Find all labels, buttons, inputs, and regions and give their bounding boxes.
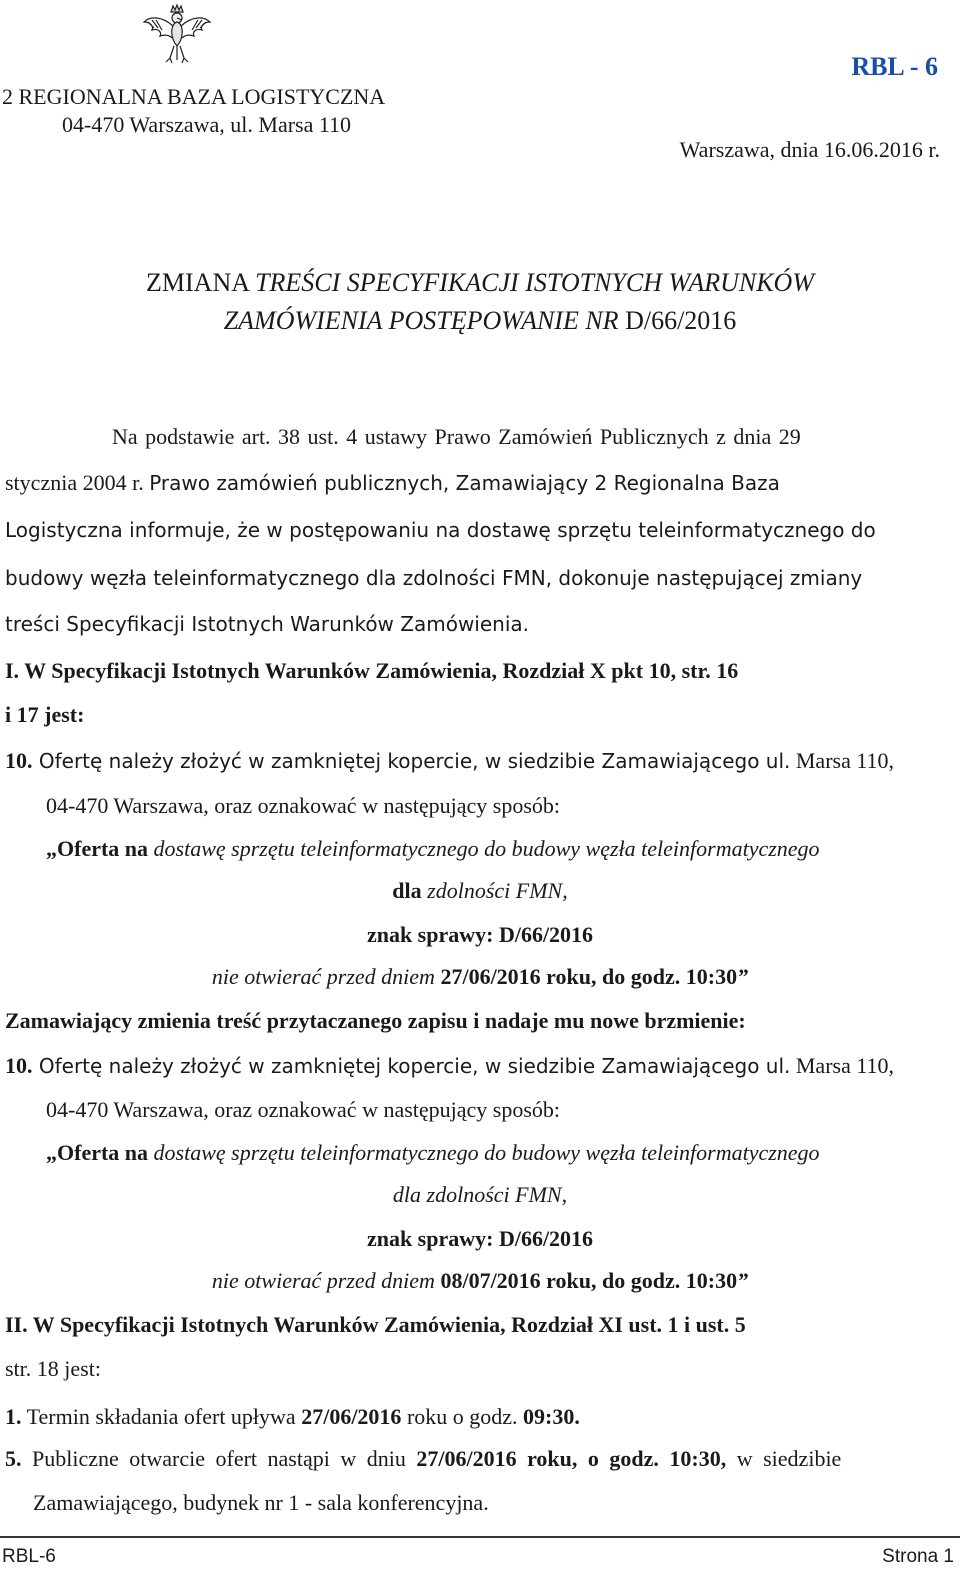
old-deadline: nie otwierać przed dniem 27/06/2016 roku, do godz. 10:30” bbox=[211, 964, 749, 989]
section-2-heading: II. W Specyfikacji Istotnych Warunków Zamówienia, Rozdział XI ust. 1 i ust. 5 bbox=[5, 1312, 746, 1337]
new-capability: dla zdolności FMN, bbox=[392, 1182, 568, 1207]
intro-line-3: Logistyczna informuje, że w postępowaniu na dostawę sprzętu teleinformatycznego do bbox=[5, 518, 876, 542]
footer-divider bbox=[0, 1536, 960, 1538]
polish-eagle-emblem-icon bbox=[140, 2, 214, 66]
old-item-10-line1: 10. Ofertę należy złożyć w zamkniętej kopercie, w siedzibie Zamawiającego ul. Marsa 110, bbox=[5, 748, 895, 773]
old-offer-label: „Oferta na dostawę sprzętu teleinformatycznego do budowy węzła teleinformatycznego bbox=[46, 836, 820, 861]
intro-line-2: stycznia 2004 r. Prawo zamówień publicznych, Zamawiający 2 Regionalna Baza bbox=[5, 470, 780, 495]
new-offer-label: „Oferta na dostawę sprzętu teleinformatycznego do budowy węzła teleinformatycznego bbox=[46, 1140, 820, 1165]
org-name: 2 REGIONALNA BAZA LOGISTYCZNA bbox=[2, 84, 386, 109]
new-item-10-line2: 04-470 Warszawa, oraz oznakować w następujący sposób: bbox=[46, 1097, 561, 1122]
document-code: RBL - 6 bbox=[851, 52, 938, 81]
change-heading: Zamawiający zmienia treść przytaczanego zapisu i nadaje mu nowe brzmienie: bbox=[5, 1008, 746, 1033]
section-2-item-1: 1. Termin składania ofert upływa 27/06/2016 roku o godz. 09:30. bbox=[5, 1404, 580, 1429]
document-title-line1: ZMIANA TREŚCI SPECYFIKACJI ISTOTNYCH WARUNKÓW bbox=[146, 268, 814, 297]
document-title-line2: ZAMÓWIENIA POSTĘPOWANIE NR D/66/2016 bbox=[223, 306, 737, 335]
section-2-heading-cont: str. 18 jest: bbox=[5, 1356, 101, 1381]
old-item-10-line2: 04-470 Warszawa, oraz oznakować w następujący sposób: bbox=[46, 793, 561, 818]
old-capability: dla zdolności FMN, bbox=[392, 878, 568, 903]
section-2-item-5: 5. Publiczne otwarcie ofert nastąpi w dniu 27/06/2016 roku, o godz. 10:30, w siedzibie bbox=[5, 1446, 842, 1471]
intro-line-5: treści Specyfikacji Istotnych Warunków Zamówienia. bbox=[5, 612, 530, 636]
footer-page-number: Strona 1 bbox=[882, 1546, 954, 1567]
intro-line-4: budowy węzła teleinformatycznego dla zdolności FMN, dokonuje następującej zmiany bbox=[5, 566, 863, 590]
section-2-item-5-cont: Zamawiającego, budynek nr 1 - sala konferencyjna. bbox=[33, 1490, 489, 1515]
new-deadline: nie otwierać przed dniem 08/07/2016 roku, do godz. 10:30” bbox=[211, 1268, 749, 1293]
new-case-reference: znak sprawy: D/66/2016 bbox=[366, 1226, 594, 1251]
footer-doc-code: RBL-6 bbox=[2, 1546, 56, 1567]
new-item-10-line1: 10. Ofertę należy złożyć w zamkniętej kopercie, w siedzibie Zamawiającego ul. Marsa 110, bbox=[5, 1053, 895, 1078]
intro-line-1: Na podstawie art. 38 ust. 4 ustawy Prawo Zamówień Publicznych z dnia 29 bbox=[112, 424, 801, 449]
section-1-heading: I. W Specyfikacji Istotnych Warunków Zamówienia, Rozdział X pkt 10, str. 16 bbox=[5, 658, 739, 683]
org-address: 04-470 Warszawa, ul. Marsa 110 bbox=[62, 112, 352, 137]
section-1-heading-cont: i 17 jest: bbox=[5, 702, 85, 727]
document-date: Warszawa, dnia 16.06.2016 r. bbox=[679, 137, 940, 162]
old-case-reference: znak sprawy: D/66/2016 bbox=[366, 922, 594, 947]
